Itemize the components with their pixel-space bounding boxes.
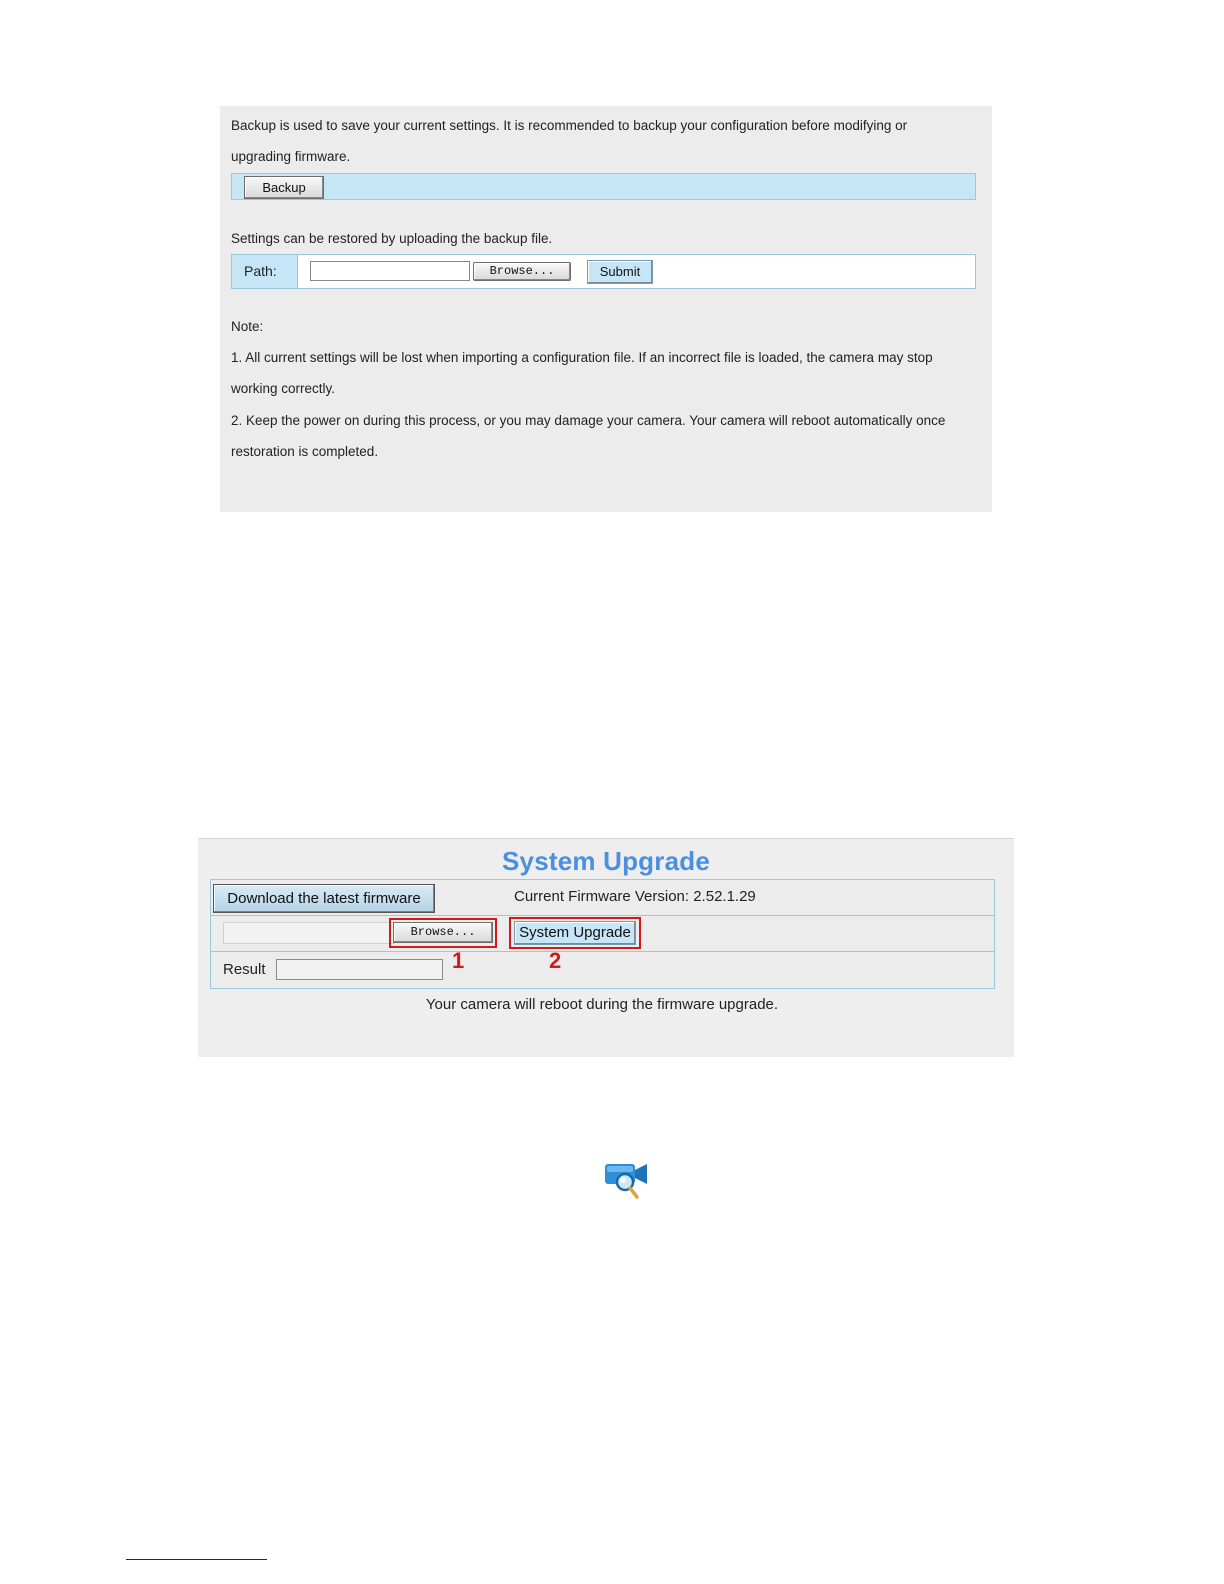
- footer-rule: [126, 1559, 267, 1560]
- backup-intro-line1: Backup is used to save your current settings. It is recommended to backup your configuration before modifying or: [231, 118, 908, 133]
- restore-submit-button[interactable]: Submit: [587, 260, 653, 284]
- callout-number-2: 2: [549, 948, 562, 973]
- callout-number-1: 1: [452, 948, 465, 973]
- path-label-cell: [232, 255, 298, 288]
- firmware-version: Current Firmware Version: 2.52.1.29: [514, 888, 756, 905]
- system-upgrade-button[interactable]: System Upgrade: [514, 921, 636, 945]
- upgrade-title: System Upgrade: [502, 846, 710, 876]
- firmware-file-field[interactable]: [223, 922, 395, 944]
- note-title: Note:: [231, 319, 264, 334]
- backup-row: [231, 173, 976, 200]
- backup-button[interactable]: Backup: [244, 176, 324, 199]
- result-row: [211, 952, 994, 988]
- restore-browse-button[interactable]: Browse...: [473, 262, 571, 281]
- system-upgrade-panel: [198, 838, 1014, 1057]
- path-label: Path:: [244, 263, 277, 279]
- camera-search-icon: [603, 1158, 651, 1200]
- restore-row: [231, 254, 976, 289]
- reboot-note: Your camera will reboot during the firmware upgrade.: [425, 996, 779, 1013]
- note-2-line1: 2. Keep the power on during this process, or you may damage your camera. Your camera will reboot automatically once: [231, 413, 946, 428]
- restore-path-input[interactable]: [310, 261, 470, 281]
- note-1-line2: working correctly.: [231, 381, 336, 396]
- upgrade-table: [210, 879, 995, 989]
- result-field: [276, 959, 443, 980]
- note-1-line1: 1. All current settings will be lost when importing a configuration file. If an incorrect file is loaded, the camera may stop: [231, 350, 933, 365]
- download-firmware-button[interactable]: Download the latest firmware: [213, 884, 435, 913]
- restore-description: Settings can be restored by uploading the backup file.: [231, 231, 553, 246]
- firmware-browse-button[interactable]: Browse...: [393, 922, 493, 943]
- result-label: Result: [223, 961, 266, 978]
- note-2-line2: restoration is completed.: [231, 444, 379, 459]
- backup-restore-panel: [220, 106, 992, 512]
- download-row: [211, 880, 994, 916]
- backup-intro-line2: upgrading firmware.: [231, 149, 351, 164]
